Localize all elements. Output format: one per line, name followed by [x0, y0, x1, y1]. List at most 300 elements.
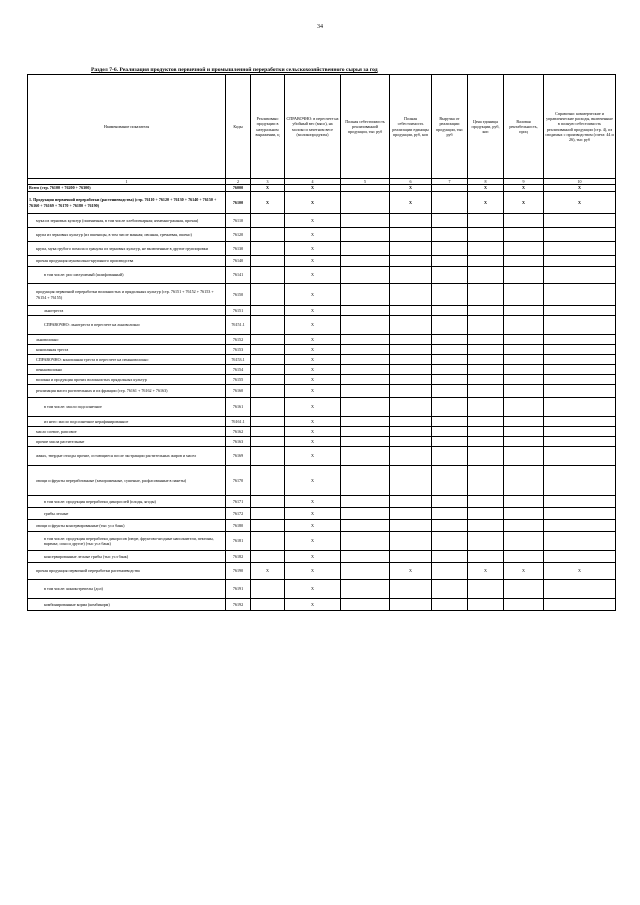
data-cell: [432, 214, 468, 228]
data-cell: [390, 345, 432, 355]
data-cell: [341, 228, 390, 242]
data-cell: [432, 256, 468, 267]
header-revenue: Выручка от реализации продукции, тыс руб: [432, 75, 468, 179]
column-number: 7: [432, 179, 468, 185]
data-cell: [251, 284, 285, 306]
row-indicator-name: овощи и фрукты консервированные (тыс усл банк): [28, 520, 226, 532]
table-row: [28, 580, 616, 599]
column-number: 4: [285, 179, 341, 185]
data-cell: X: [251, 563, 285, 580]
row-code: 76153: [226, 345, 251, 355]
table-row: [28, 508, 616, 520]
table-row: [28, 599, 616, 611]
row-indicator-name: грибы лесные: [28, 508, 226, 520]
data-cell: X: [285, 256, 341, 267]
data-cell: [504, 228, 544, 242]
data-cell: [468, 496, 504, 508]
data-cell: [504, 256, 544, 267]
table-row: [28, 447, 616, 466]
data-cell: [341, 532, 390, 551]
data-cell: [544, 284, 616, 306]
data-cell: [251, 242, 285, 256]
row-indicator-name: комбинированные корма (комбикорм): [28, 599, 226, 611]
data-cell: X: [251, 192, 285, 214]
data-cell: [432, 417, 468, 427]
data-cell: [432, 508, 468, 520]
data-cell: [390, 398, 432, 417]
data-cell: [544, 335, 616, 345]
data-cell: [251, 532, 285, 551]
indicators-table: [27, 74, 616, 611]
row-code: 76160: [226, 385, 251, 398]
table-row: [28, 520, 616, 532]
row-code: 76190: [226, 563, 251, 580]
data-cell: [544, 437, 616, 447]
data-cell: [432, 185, 468, 192]
data-cell: [341, 580, 390, 599]
row-code: 76141: [226, 267, 251, 284]
column-number: 2: [226, 179, 251, 185]
row-indicator-name: реализация масел растительных и их фракции (стр. 76161 + 76162 + 76163): [28, 385, 226, 398]
section-title: Раздел 7-6. Реализация продуктов первичной и промышленной переработки сельскохозяйственного сырья за год: [91, 67, 378, 73]
row-indicator-name: прочие масла растительные: [28, 437, 226, 447]
data-cell: X: [251, 185, 285, 192]
row-code: 76150: [226, 284, 251, 306]
data-cell: [251, 580, 285, 599]
data-cell: [341, 563, 390, 580]
table-row: [28, 316, 616, 335]
data-cell: X: [285, 599, 341, 611]
data-cell: [390, 447, 432, 466]
data-cell: [544, 599, 616, 611]
data-cell: [432, 427, 468, 437]
page-number: 34: [317, 24, 323, 30]
row-indicator-name: крупа из зерновых культур (из пшеницы, в том числе манная; овсяная, гречневая, пшено): [28, 228, 226, 242]
row-indicator-name: СПРАВОЧНО: льнотреста в пересчете на льноволокно: [28, 316, 226, 335]
data-cell: [544, 508, 616, 520]
data-cell: [341, 447, 390, 466]
data-cell: [544, 427, 616, 437]
data-cell: [390, 306, 432, 316]
row-code: 76171: [226, 496, 251, 508]
data-cell: [432, 355, 468, 365]
data-cell: X: [285, 306, 341, 316]
data-cell: [390, 284, 432, 306]
table-row: [28, 284, 616, 306]
data-cell: [468, 447, 504, 466]
data-cell: [468, 599, 504, 611]
row-code: 76161.1: [226, 417, 251, 427]
data-cell: X: [285, 508, 341, 520]
data-cell: [341, 385, 390, 398]
data-cell: [390, 375, 432, 385]
data-cell: [341, 417, 390, 427]
data-cell: X: [285, 532, 341, 551]
data-cell: X: [544, 563, 616, 580]
data-cell: [432, 284, 468, 306]
column-number: 1: [28, 179, 226, 185]
data-cell: [544, 345, 616, 355]
data-cell: [468, 580, 504, 599]
row-indicator-name: овощи и фрукты переработанные (замороженные, сушеные, расфасованные в пакеты): [28, 466, 226, 496]
data-cell: X: [285, 417, 341, 427]
data-cell: [468, 417, 504, 427]
data-cell: [504, 508, 544, 520]
row-indicator-name: Всего (стр. 76100 + 76200 + 76300): [28, 185, 226, 192]
data-cell: [432, 563, 468, 580]
data-cell: [468, 256, 504, 267]
data-cell: X: [544, 192, 616, 214]
row-indicator-name: волокна и продукция прочих волокнистых прядильных культур: [28, 375, 226, 385]
data-cell: [544, 532, 616, 551]
row-indicator-name: в том числе: продукция переработки дикорослей (плоды, ягоды): [28, 496, 226, 508]
table-row: [28, 385, 616, 398]
data-cell: [504, 335, 544, 345]
data-cell: [390, 466, 432, 496]
data-cell: [341, 437, 390, 447]
data-cell: [468, 355, 504, 365]
data-cell: X: [544, 185, 616, 192]
data-cell: [251, 345, 285, 355]
data-cell: [390, 228, 432, 242]
data-cell: [390, 427, 432, 437]
data-cell: [432, 375, 468, 385]
data-cell: [341, 316, 390, 335]
row-code: 76181: [226, 532, 251, 551]
data-cell: [468, 242, 504, 256]
data-cell: [504, 306, 544, 316]
data-cell: [341, 375, 390, 385]
data-cell: [390, 599, 432, 611]
data-cell: [432, 335, 468, 345]
row-code: 76154: [226, 365, 251, 375]
data-cell: [468, 551, 504, 563]
data-cell: [544, 355, 616, 365]
header-unit-price: Цена единицы продукции, руб, коп: [468, 75, 504, 179]
data-cell: X: [285, 185, 341, 192]
data-cell: [390, 551, 432, 563]
data-cell: [390, 417, 432, 427]
data-cell: [432, 551, 468, 563]
data-cell: [341, 214, 390, 228]
row-code: 76000: [226, 185, 251, 192]
data-cell: X: [390, 192, 432, 214]
row-indicator-name: льнотреста: [28, 306, 226, 316]
data-cell: [468, 284, 504, 306]
data-cell: [432, 520, 468, 532]
data-cell: [390, 532, 432, 551]
table-row: [28, 427, 616, 437]
data-cell: [468, 267, 504, 284]
data-cell: [468, 385, 504, 398]
row-code: 76182: [226, 551, 251, 563]
row-code: 76180: [226, 520, 251, 532]
header-profitability: Валовая рентабельность, проц: [504, 75, 544, 179]
data-cell: [390, 437, 432, 447]
data-cell: [341, 551, 390, 563]
row-indicator-name: СПРАВОЧНО: конопляная треста в пересчете на пеньковолокно: [28, 355, 226, 365]
data-cell: [390, 316, 432, 335]
data-cell: [390, 365, 432, 375]
data-cell: [341, 335, 390, 345]
data-cell: [341, 398, 390, 417]
header-sold-volume: Реализовано продукции в натуральном выражении, ц: [251, 75, 285, 179]
row-indicator-name: продукция первичной переработки волокнистых и прядильных культур (стр. 76151 + 76152 + 76153 + 76154 + 76155): [28, 284, 226, 306]
data-cell: [544, 496, 616, 508]
data-cell: [390, 508, 432, 520]
data-cell: X: [285, 335, 341, 345]
data-cell: X: [390, 185, 432, 192]
data-cell: X: [504, 563, 544, 580]
data-cell: X: [285, 398, 341, 417]
data-cell: [390, 520, 432, 532]
data-cell: [544, 306, 616, 316]
header-admin-expenses: Справочно: коммерческие и управленческие расходы, включенные в полную себестоимость реализованной продукции (стр. 4), из сводимых с производством (счета: 44 и 26), тыс руб: [544, 75, 616, 179]
data-cell: [251, 466, 285, 496]
row-code: 76130: [226, 242, 251, 256]
row-code: 76192: [226, 599, 251, 611]
data-cell: [432, 306, 468, 316]
data-cell: [504, 355, 544, 365]
data-cell: [432, 192, 468, 214]
data-cell: [390, 267, 432, 284]
data-cell: [544, 398, 616, 417]
table-row: [28, 242, 616, 256]
data-cell: X: [468, 185, 504, 192]
data-cell: [341, 599, 390, 611]
column-number: 10: [544, 179, 616, 185]
data-cell: X: [285, 242, 341, 256]
data-cell: X: [390, 563, 432, 580]
table-row: [28, 345, 616, 355]
column-number: 6: [390, 179, 432, 185]
data-cell: [504, 580, 544, 599]
table-row: [28, 551, 616, 563]
column-number: 3: [251, 179, 285, 185]
data-cell: [468, 466, 504, 496]
header-full-cost: Полная себестоимость реализованной продукции, тыс руб: [341, 75, 390, 179]
table-row: [28, 355, 616, 365]
row-indicator-name: в том числе: продукция переработки дикоросов (пюре, фруктово-ягодные наполнители, пектины, варенье, соки и другое) (тыс усл банк): [28, 532, 226, 551]
data-cell: [390, 355, 432, 365]
data-cell: [544, 520, 616, 532]
data-cell: [468, 398, 504, 417]
data-cell: [544, 214, 616, 228]
data-cell: [432, 242, 468, 256]
data-cell: [468, 345, 504, 355]
data-cell: [504, 284, 544, 306]
row-code: 76162: [226, 427, 251, 437]
data-cell: X: [285, 375, 341, 385]
data-cell: X: [285, 447, 341, 466]
data-cell: [251, 551, 285, 563]
data-cell: [341, 192, 390, 214]
row-indicator-name: льноволокно: [28, 335, 226, 345]
row-code: 76151: [226, 306, 251, 316]
data-cell: [504, 214, 544, 228]
header-reference-weight: СПРАВОЧНО: в пересчете на убойный вес (мясо), на молоко и зачетном весе (молокопродукты): [285, 75, 341, 179]
row-indicator-name: прочая продукция мукомольно-крупяного производства: [28, 256, 226, 267]
data-cell: [251, 427, 285, 437]
data-cell: X: [285, 496, 341, 508]
data-cell: [544, 385, 616, 398]
data-cell: X: [285, 427, 341, 437]
data-cell: [341, 306, 390, 316]
data-cell: [341, 466, 390, 496]
row-code: 76191: [226, 580, 251, 599]
data-cell: [341, 267, 390, 284]
table-row: [28, 306, 616, 316]
data-cell: [468, 335, 504, 345]
data-cell: [251, 267, 285, 284]
row-indicator-name: конопляная треста: [28, 345, 226, 355]
table-row: [28, 267, 616, 284]
data-cell: [251, 316, 285, 335]
data-cell: [251, 599, 285, 611]
data-cell: [432, 316, 468, 335]
table-row: [28, 335, 616, 345]
data-cell: X: [285, 563, 341, 580]
table-row: [28, 398, 616, 417]
data-cell: X: [285, 385, 341, 398]
data-cell: [504, 365, 544, 375]
data-cell: [341, 508, 390, 520]
data-cell: [468, 427, 504, 437]
table-row: [28, 185, 616, 192]
data-cell: [341, 284, 390, 306]
data-cell: X: [285, 437, 341, 447]
row-indicator-name: крупа, мука грубого помола и гранулы из зерновых культур, не включенные в другие группировки: [28, 242, 226, 256]
table-row: [28, 228, 616, 242]
table-row: [28, 256, 616, 267]
data-cell: X: [285, 520, 341, 532]
data-cell: [251, 228, 285, 242]
row-indicator-name: масло соевое, рапсовое: [28, 427, 226, 437]
row-code: 76151.1: [226, 316, 251, 335]
data-cell: [504, 385, 544, 398]
data-cell: [468, 316, 504, 335]
data-cell: [544, 267, 616, 284]
data-cell: X: [285, 365, 341, 375]
data-cell: [432, 447, 468, 466]
data-cell: [544, 242, 616, 256]
table-row: [28, 375, 616, 385]
data-cell: [504, 242, 544, 256]
table-row: [28, 417, 616, 427]
row-indicator-name: 1. Продукция первичной переработки (растениеводства) (стр. 76110 + 76120 + 76130 + 76140 + 76150 + 76160 + 76169 + 76170 + 76180 + 76190): [28, 192, 226, 214]
data-cell: [544, 256, 616, 267]
data-cell: [341, 355, 390, 365]
data-cell: [432, 496, 468, 508]
data-cell: [432, 267, 468, 284]
table-row: [28, 532, 616, 551]
data-cell: [504, 599, 544, 611]
data-cell: X: [285, 551, 341, 563]
data-cell: [544, 447, 616, 466]
column-number: 8: [468, 179, 504, 185]
row-indicator-name: из него: масло подсолнечное нерафинированное: [28, 417, 226, 427]
data-cell: [432, 466, 468, 496]
data-cell: [468, 520, 504, 532]
row-code: 76120: [226, 228, 251, 242]
data-cell: [544, 551, 616, 563]
row-code: 76172: [226, 508, 251, 520]
data-cell: [341, 496, 390, 508]
column-number: 5: [341, 179, 390, 185]
data-cell: [432, 599, 468, 611]
data-cell: [504, 345, 544, 355]
row-code: 76163: [226, 437, 251, 447]
row-code: 76169: [226, 447, 251, 466]
data-cell: X: [285, 355, 341, 365]
data-cell: [504, 551, 544, 563]
data-cell: [341, 345, 390, 355]
table-row: [28, 214, 616, 228]
data-cell: [390, 214, 432, 228]
data-cell: [504, 447, 544, 466]
column-number: 9: [504, 179, 544, 185]
data-cell: [251, 437, 285, 447]
data-cell: [504, 375, 544, 385]
data-cell: [504, 267, 544, 284]
table-row: [28, 466, 616, 496]
data-cell: [390, 335, 432, 345]
row-indicator-name: в том числе: рис шелушеный (шлифованный): [28, 267, 226, 284]
data-cell: [504, 427, 544, 437]
row-indicator-name: пеньковолокно: [28, 365, 226, 375]
row-code: 76153.1: [226, 355, 251, 365]
data-cell: [432, 398, 468, 417]
data-cell: X: [468, 563, 504, 580]
table-row: [28, 437, 616, 447]
data-cell: X: [285, 466, 341, 496]
data-cell: X: [285, 284, 341, 306]
data-cell: [544, 365, 616, 375]
data-cell: [251, 385, 285, 398]
data-cell: [390, 242, 432, 256]
data-cell: [504, 316, 544, 335]
header-code: Коды: [226, 75, 251, 179]
row-indicator-name: жмых, твердые отходы прочие, остающиеся после экстракции растительных жиров и масел: [28, 447, 226, 466]
data-cell: [251, 508, 285, 520]
data-cell: [251, 365, 285, 375]
data-cell: [432, 345, 468, 355]
data-cell: [341, 242, 390, 256]
data-cell: [251, 447, 285, 466]
data-cell: [468, 437, 504, 447]
header-unit-cost: Полная себестоимость реализации единицы продукции, руб, коп: [390, 75, 432, 179]
data-cell: [251, 398, 285, 417]
data-cell: [504, 520, 544, 532]
data-cell: [432, 365, 468, 375]
row-code: 76155: [226, 375, 251, 385]
data-cell: [432, 228, 468, 242]
data-cell: X: [468, 192, 504, 214]
data-cell: [341, 365, 390, 375]
row-code: 76170: [226, 466, 251, 496]
data-cell: [390, 496, 432, 508]
data-cell: [468, 375, 504, 385]
data-cell: [544, 580, 616, 599]
data-cell: [432, 580, 468, 599]
data-cell: [251, 335, 285, 345]
data-cell: [544, 466, 616, 496]
data-cell: [432, 437, 468, 447]
data-cell: X: [285, 228, 341, 242]
data-cell: [468, 365, 504, 375]
data-cell: [504, 466, 544, 496]
data-cell: [251, 214, 285, 228]
